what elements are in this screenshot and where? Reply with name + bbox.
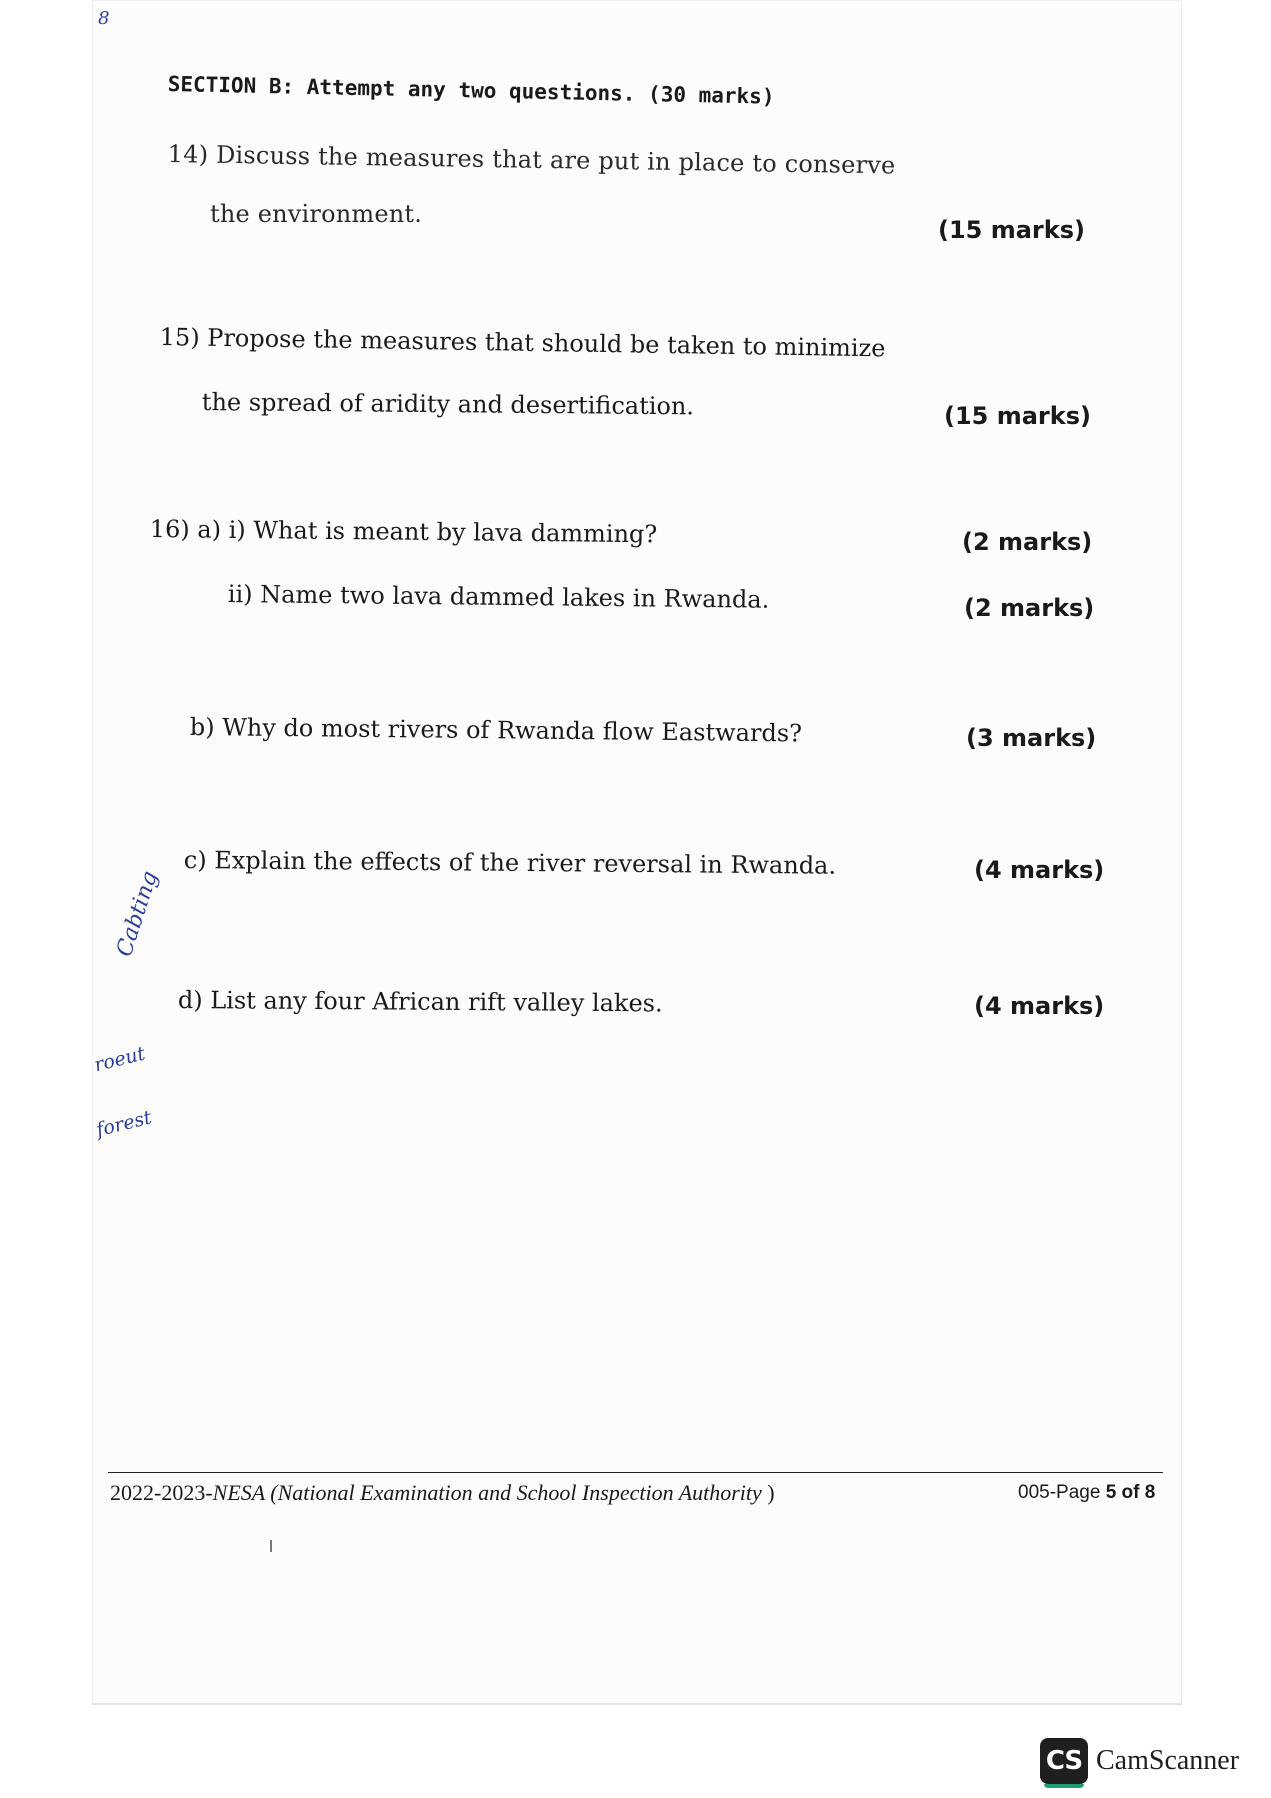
footer-org-close: ) [761, 1480, 775, 1505]
question-16c-marks: (4 marks) [974, 856, 1105, 884]
question-14-line1: 14) Discuss the measures that are put in place to conserve [167, 140, 896, 180]
footer-year: 2022-2023- [110, 1480, 213, 1505]
handwritten-note: roeut [92, 1042, 148, 1077]
footer-page-prefix: 005-Page [1018, 1482, 1106, 1503]
question-14-marks: (15 marks) [938, 216, 1085, 244]
footer-page-current: 5 [1105, 1482, 1117, 1503]
question-16d-marks: (4 marks) [974, 992, 1105, 1020]
question-16d: d) List any four African rift valley lakes. [177, 986, 663, 1018]
footer-divider [108, 1472, 1163, 1473]
section-title: SECTION B: Attempt any two questions. (30 marks) [167, 72, 775, 109]
footer-page-number [1018, 1482, 1155, 1504]
stray-mark [270, 1540, 272, 1552]
question-16a-ii: ii) Name two lava dammed lakes in Rwanda. [227, 580, 770, 614]
handwritten-note: Cabting [112, 868, 164, 960]
page-edge [92, 1703, 1182, 1705]
question-16a-i-marks: (2 marks) [962, 528, 1093, 556]
footer-org: NESA (National Examination and School Inspection Authority [212, 1480, 762, 1505]
camscanner-brand: CamScanner [1096, 1745, 1240, 1776]
camscanner-logo-text: CS [1045, 1746, 1083, 1776]
question-15-line1: 15) Propose the measures that should be taken to minimize [159, 323, 886, 363]
question-15-line2: the spread of aridity and desertification. [201, 388, 695, 421]
footer-page-total: 8 [1144, 1482, 1156, 1503]
camscanner-logo-icon [1040, 1738, 1088, 1784]
handwritten-note: forest [94, 1106, 154, 1142]
question-16b-marks: (3 marks) [966, 724, 1097, 752]
question-16c: c) Explain the effects of the river reversal in Rwanda. [183, 846, 837, 880]
question-16a-ii-marks: (2 marks) [964, 594, 1095, 622]
question-16b: b) Why do most rivers of Rwanda flow Eastwards? [189, 713, 803, 748]
footer-page-of: of [1116, 1482, 1145, 1503]
question-16a-i: 16) a) i) What is meant by lava damming? [149, 515, 658, 549]
question-15-marks: (15 marks) [944, 402, 1091, 430]
footer-source [110, 1480, 775, 1506]
page-number-mark: 8 [98, 8, 110, 29]
question-14-line2: the environment. [210, 200, 423, 228]
